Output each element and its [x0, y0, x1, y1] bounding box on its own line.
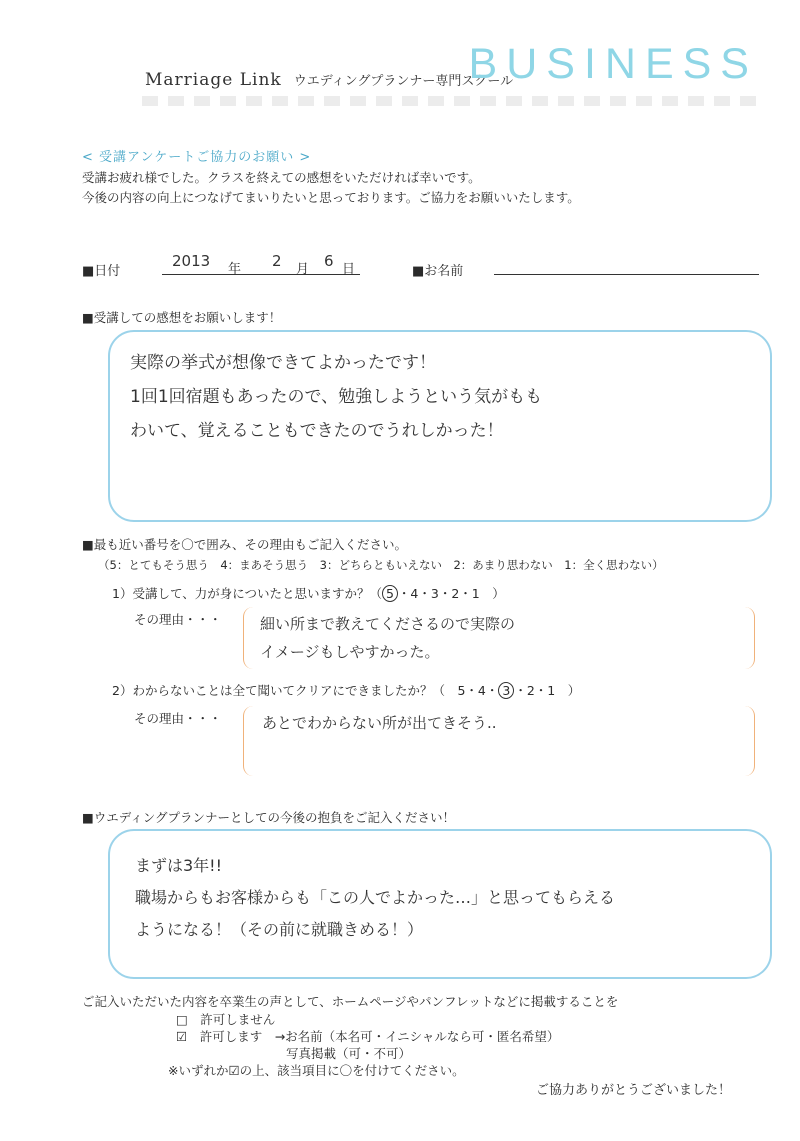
school-name [145, 70, 513, 90]
survey-title: < 受講アンケートご協力のお願い > [82, 150, 312, 165]
consent-deny-option[interactable]: □ 許可しません [176, 1012, 276, 1027]
name-field[interactable] [494, 252, 759, 275]
reason-line: イメージもしやすかった。 [260, 643, 440, 661]
impressions-answer [130, 346, 542, 448]
q2-reason-label: その理由・・・ [134, 711, 222, 726]
q1-selected-option[interactable]: 5 [382, 585, 398, 602]
date-month: 2 [272, 252, 282, 270]
q1-reason [260, 610, 515, 666]
q2-reason [262, 712, 497, 733]
q2-text [112, 681, 580, 699]
date-day: 6 [324, 252, 334, 270]
reason-line: 細い所まで教えてくださるので実際の [260, 615, 516, 633]
intro-text [82, 168, 580, 208]
q1-options[interactable]: ・4・3・2・1 ） [397, 586, 505, 601]
future-answer [135, 850, 615, 946]
consent-note: ※いずれか☑の上、該当項目に〇を付けてください。 [168, 1063, 465, 1078]
consent-text: ご記入いただいた内容を卒業生の声として、ホームページやパンフレットなどに掲載することを [82, 994, 619, 1009]
q2-selected-option[interactable]: 3 [498, 682, 514, 699]
answer-line: 1回1回宿題もあったので、勉強しようという気がもも [130, 387, 543, 407]
date-day-unit: 日 [342, 262, 356, 277]
name-label: ■お名前 [412, 264, 464, 279]
answer-line: 職場からもお客様からも「この人でよかった…」と思ってもらえる [135, 888, 616, 907]
consent-allow-option[interactable]: ☑ 許可します →お名前（本名可・イニシャルなら可・匿名希望） [176, 1029, 560, 1044]
q1-text [112, 584, 505, 602]
intro-line: 今後の内容の向上につなげてまいりたいと思っております。ご協力をお願いいたします。 [82, 190, 580, 205]
q1-reason-label: その理由・・・ [134, 612, 222, 627]
reason-line: あとでわからない所が出てきそう.. [262, 714, 497, 732]
answer-line: まずは3年!! [135, 856, 223, 875]
impressions-label: ■受講しての感想をお願いします！ [82, 310, 282, 325]
future-label: ■ウエディングプランナーとしての今後の抱負をご記入ください！ [82, 810, 456, 825]
school-title: Marriage Link [145, 70, 282, 90]
answer-line: ようになる！（その前に就職きめる！） [135, 920, 424, 939]
date-year: 2013 [172, 252, 211, 270]
photo-permission[interactable]: 写真掲載（可・不可） [286, 1046, 412, 1061]
answer-line: わいて、覚えることもできたのでうれしかった！ [130, 421, 504, 441]
header-divider [142, 96, 762, 106]
thanks-message: ご協力ありがとうございました！ [536, 1083, 732, 1098]
brand-logo: BUSINESS [468, 40, 758, 88]
rating-scale: （5：とてもそう思う 4：まあそう思う 3：どちらともいえない 2：あまり思わない 1：全く思わない） [98, 558, 664, 572]
date-year-unit: 年 [228, 262, 242, 277]
q2-options[interactable]: ・2・1 ） [514, 683, 581, 698]
date-month-unit: 月 [296, 262, 310, 277]
rating-label: ■最も近い番号を〇で囲み、その理由もご記入ください。 [82, 537, 408, 552]
intro-line: 受講お疲れ様でした。クラスを終えての感想をいただければ幸いです。 [82, 170, 481, 185]
q2-question: 2）わからないことは全て聞いてクリアにできましたか？（ 5・4・ [112, 683, 499, 698]
date-label: ■日付 [82, 264, 121, 279]
school-subtitle: ウエディングプランナー専門スクール [293, 74, 514, 89]
answer-line: 実際の挙式が想像できてよかったです！ [130, 353, 436, 373]
q1-question: 1）受講して、力が身についたと思いますか？（ [112, 586, 382, 601]
